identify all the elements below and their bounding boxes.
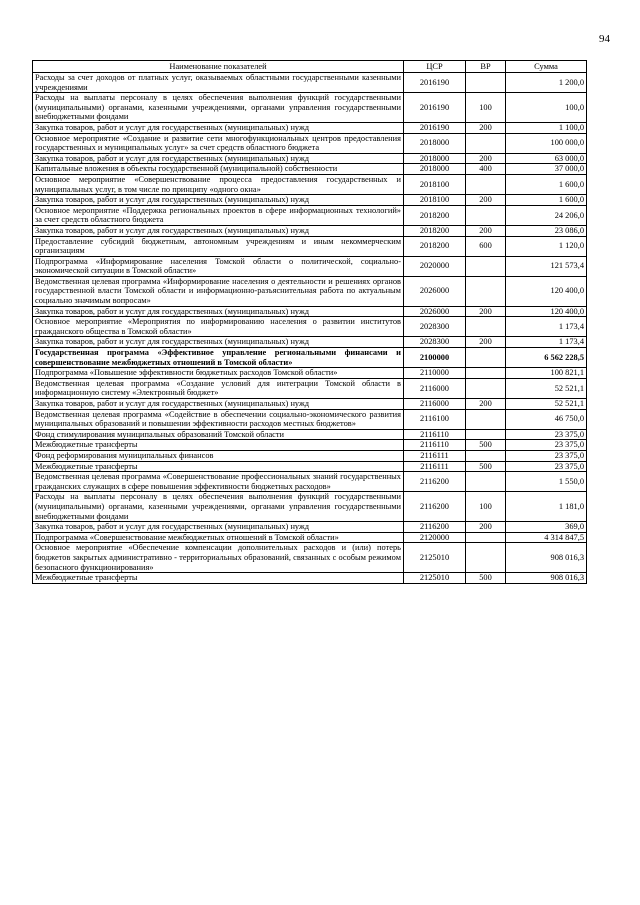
cell-vr: 200 bbox=[466, 195, 506, 206]
cell-sum: 37 000,0 bbox=[506, 164, 587, 175]
cell-name: Закупка товаров, работ и услуг для государственных (муниципальных) нужд bbox=[33, 225, 404, 236]
cell-sum: 100,0 bbox=[506, 93, 587, 123]
table-header-row bbox=[33, 61, 587, 73]
cell-vr: 200 bbox=[466, 306, 506, 317]
cell-sum: 4 314 847,5 bbox=[506, 532, 587, 543]
cell-csr: 2018200 bbox=[404, 236, 466, 256]
cell-sum: 52 521,1 bbox=[506, 378, 587, 398]
table-row bbox=[33, 532, 587, 543]
table-row bbox=[33, 205, 587, 225]
cell-sum: 1 120,0 bbox=[506, 236, 587, 256]
cell-csr: 2018000 bbox=[404, 153, 466, 164]
cell-vr: 100 bbox=[466, 492, 506, 522]
cell-csr: 2016190 bbox=[404, 122, 466, 133]
table-row bbox=[33, 368, 587, 379]
table-row bbox=[33, 399, 587, 410]
cell-name: Подпрограмма «Повышение эффективности бюджетных расходов Томской области» bbox=[33, 368, 404, 379]
table-row bbox=[33, 317, 587, 337]
cell-name: Ведомственная целевая программа «Совершенствование профессиональных знаний государственных гражданских служащих в сфере повышения эффективности бюджетных расходов» bbox=[33, 472, 404, 492]
table-row bbox=[33, 122, 587, 133]
cell-name: Закупка товаров, работ и услуг для государственных (муниципальных) нужд bbox=[33, 522, 404, 533]
cell-sum: 908 016,3 bbox=[506, 573, 587, 584]
cell-sum: 100 000,0 bbox=[506, 133, 587, 153]
cell-sum: 1 200,0 bbox=[506, 73, 587, 93]
cell-name: Закупка товаров, работ и услуг для государственных (муниципальных) нужд bbox=[33, 337, 404, 348]
cell-name: Расходы на выплаты персоналу в целях обеспечения выполнения функций государственными (муниципальными) органами, казенными учреждениями, органами управления государственными внебюджетными фондами bbox=[33, 492, 404, 522]
cell-sum: 908 016,3 bbox=[506, 543, 587, 573]
cell-csr: 2116110 bbox=[404, 440, 466, 451]
cell-vr: 200 bbox=[466, 337, 506, 348]
table-row bbox=[33, 337, 587, 348]
cell-sum: 1 600,0 bbox=[506, 195, 587, 206]
page-number: 94 bbox=[599, 33, 610, 45]
cell-vr: 500 bbox=[466, 573, 506, 584]
cell-csr: 2028300 bbox=[404, 337, 466, 348]
cell-name: Закупка товаров, работ и услуг для государственных (муниципальных) нужд bbox=[33, 399, 404, 410]
table-row bbox=[33, 133, 587, 153]
cell-sum: 6 562 228,5 bbox=[506, 348, 587, 368]
cell-vr: 200 bbox=[466, 522, 506, 533]
cell-vr: 500 bbox=[466, 461, 506, 472]
cell-sum: 121 573,4 bbox=[506, 256, 587, 276]
cell-sum: 1 181,0 bbox=[506, 492, 587, 522]
cell-vr bbox=[466, 348, 506, 368]
cell-csr: 2018000 bbox=[404, 164, 466, 175]
cell-csr: 2110000 bbox=[404, 368, 466, 379]
table-row bbox=[33, 543, 587, 573]
cell-sum: 100 821,1 bbox=[506, 368, 587, 379]
cell-csr: 2125010 bbox=[404, 573, 466, 584]
cell-csr: 2116110 bbox=[404, 429, 466, 440]
cell-csr: 2120000 bbox=[404, 532, 466, 543]
table-body bbox=[33, 73, 587, 584]
cell-csr: 2020000 bbox=[404, 256, 466, 276]
cell-sum: 52 521,1 bbox=[506, 399, 587, 410]
table-row bbox=[33, 164, 587, 175]
cell-name: Государственная программа «Эффективное управление региональными финансами и совершенствование межбюджетных отношений в Томской области» bbox=[33, 348, 404, 368]
header-csr: ЦСР bbox=[404, 61, 466, 73]
table-row bbox=[33, 429, 587, 440]
cell-sum: 23 375,0 bbox=[506, 429, 587, 440]
table-row bbox=[33, 174, 587, 194]
table-row bbox=[33, 73, 587, 93]
cell-name: Расходы на выплаты персоналу в целях обеспечения выполнения функций государственными (муниципальными) органами, казенными учреждениями, органами управления государственными внебюджетными фондами bbox=[33, 93, 404, 123]
cell-csr: 2018200 bbox=[404, 205, 466, 225]
cell-sum: 1 600,0 bbox=[506, 174, 587, 194]
cell-csr: 2018100 bbox=[404, 195, 466, 206]
cell-csr: 2100000 bbox=[404, 348, 466, 368]
cell-name: Ведомственная целевая программа «Информирование населения о деятельности и решениях органов государственной власти Томской области и информационно-разъяснительная работа по актуальным социально значимым вопросам» bbox=[33, 276, 404, 306]
cell-name: Ведомственная целевая программа «Содействие в обеспечении социально-экономического развития муниципальных образований и повышении эффективности расходов местных бюджетов» bbox=[33, 409, 404, 429]
cell-vr bbox=[466, 276, 506, 306]
cell-vr bbox=[466, 378, 506, 398]
cell-csr: 2116000 bbox=[404, 378, 466, 398]
cell-vr: 100 bbox=[466, 93, 506, 123]
cell-name: Закупка товаров, работ и услуг для государственных (муниципальных) нужд bbox=[33, 306, 404, 317]
table-row bbox=[33, 573, 587, 584]
cell-vr: 200 bbox=[466, 153, 506, 164]
cell-vr: 200 bbox=[466, 399, 506, 410]
cell-sum: 46 750,0 bbox=[506, 409, 587, 429]
table-row bbox=[33, 461, 587, 472]
cell-csr: 2116200 bbox=[404, 472, 466, 492]
cell-vr: 200 bbox=[466, 225, 506, 236]
cell-vr bbox=[466, 133, 506, 153]
table-row bbox=[33, 409, 587, 429]
table-row bbox=[33, 153, 587, 164]
cell-name: Подпрограмма «Совершенствование межбюджетных отношений в Томской области» bbox=[33, 532, 404, 543]
cell-sum: 23 375,0 bbox=[506, 461, 587, 472]
table-row bbox=[33, 492, 587, 522]
cell-csr: 2125010 bbox=[404, 543, 466, 573]
cell-csr: 2116200 bbox=[404, 492, 466, 522]
table-row bbox=[33, 522, 587, 533]
budget-table bbox=[32, 60, 587, 584]
header-sum: Сумма bbox=[506, 61, 587, 73]
cell-vr: 400 bbox=[466, 164, 506, 175]
cell-vr bbox=[466, 73, 506, 93]
cell-vr bbox=[466, 532, 506, 543]
cell-csr: 2016190 bbox=[404, 93, 466, 123]
table-row bbox=[33, 440, 587, 451]
cell-sum: 1 173,4 bbox=[506, 337, 587, 348]
cell-name: Основное мероприятие «Мероприятия по информированию населения о развитии институтов гражданского общества в Томской области» bbox=[33, 317, 404, 337]
cell-name: Закупка товаров, работ и услуг для государственных (муниципальных) нужд bbox=[33, 153, 404, 164]
table-row bbox=[33, 450, 587, 461]
table-row bbox=[33, 306, 587, 317]
cell-csr: 2018100 bbox=[404, 174, 466, 194]
cell-name: Закупка товаров, работ и услуг для государственных (муниципальных) нужд bbox=[33, 195, 404, 206]
cell-name: Фонд реформирования муниципальных финансов bbox=[33, 450, 404, 461]
cell-csr: 2026000 bbox=[404, 306, 466, 317]
cell-sum: 1 100,0 bbox=[506, 122, 587, 133]
cell-vr: 600 bbox=[466, 236, 506, 256]
cell-csr: 2016190 bbox=[404, 73, 466, 93]
cell-vr bbox=[466, 317, 506, 337]
cell-vr: 500 bbox=[466, 440, 506, 451]
cell-sum: 23 375,0 bbox=[506, 440, 587, 451]
cell-sum: 120 400,0 bbox=[506, 306, 587, 317]
cell-sum: 369,0 bbox=[506, 522, 587, 533]
cell-vr bbox=[466, 409, 506, 429]
cell-vr bbox=[466, 174, 506, 194]
cell-name: Расходы за счет доходов от платных услуг, оказываемых областными государственными казенными учреждениями bbox=[33, 73, 404, 93]
cell-csr: 2116100 bbox=[404, 409, 466, 429]
table-row bbox=[33, 236, 587, 256]
cell-csr: 2116000 bbox=[404, 399, 466, 410]
cell-name: Межбюджетные трансферты bbox=[33, 440, 404, 451]
cell-csr: 2116111 bbox=[404, 450, 466, 461]
cell-vr bbox=[466, 256, 506, 276]
cell-vr bbox=[466, 368, 506, 379]
cell-vr bbox=[466, 429, 506, 440]
cell-sum: 23 086,0 bbox=[506, 225, 587, 236]
cell-name: Основное мероприятие «Создание и развитие сети многофункциональных центров предоставления государственных и муниципальных услуг» за счет средств областного бюджета bbox=[33, 133, 404, 153]
header-vr: ВР bbox=[466, 61, 506, 73]
table-row bbox=[33, 378, 587, 398]
cell-vr bbox=[466, 543, 506, 573]
cell-csr: 2028300 bbox=[404, 317, 466, 337]
table-row bbox=[33, 225, 587, 236]
cell-name: Подпрограмма «Информирование населения Томской области о политической, социально-экономической ситуации в Томской области» bbox=[33, 256, 404, 276]
cell-name: Фонд стимулирования муниципальных образований Томской области bbox=[33, 429, 404, 440]
cell-name: Основное мероприятие «Поддержка региональных проектов в сфере информационных технологий» за счет средств областного бюджета bbox=[33, 205, 404, 225]
cell-csr: 2116111 bbox=[404, 461, 466, 472]
cell-name: Межбюджетные трансферты bbox=[33, 573, 404, 584]
cell-name: Межбюджетные трансферты bbox=[33, 461, 404, 472]
cell-name: Основное мероприятие «Совершенствование процесса предоставления государственных и муниципальных услуг, в том числе по принципу «одного окна» bbox=[33, 174, 404, 194]
table-row bbox=[33, 276, 587, 306]
cell-sum: 120 400,0 bbox=[506, 276, 587, 306]
header-name: Наименование показателей bbox=[33, 61, 404, 73]
cell-sum: 23 375,0 bbox=[506, 450, 587, 461]
cell-sum: 63 000,0 bbox=[506, 153, 587, 164]
cell-csr: 2026000 bbox=[404, 276, 466, 306]
cell-name: Основное мероприятие «Обеспечение компенсации дополнительных расходов и (или) потерь бюджетов закрытых административно - территориальных образований, связанных с особым режимом безопасного функционирования» bbox=[33, 543, 404, 573]
cell-vr: 200 bbox=[466, 122, 506, 133]
cell-csr: 2018200 bbox=[404, 225, 466, 236]
cell-vr bbox=[466, 472, 506, 492]
cell-name: Закупка товаров, работ и услуг для государственных (муниципальных) нужд bbox=[33, 122, 404, 133]
cell-vr bbox=[466, 205, 506, 225]
cell-sum: 1 550,0 bbox=[506, 472, 587, 492]
cell-sum: 1 173,4 bbox=[506, 317, 587, 337]
cell-name: Предоставление субсидий бюджетным, автономным учреждениям и иным некоммерческим организациям bbox=[33, 236, 404, 256]
table-row bbox=[33, 93, 587, 123]
cell-csr: 2018000 bbox=[404, 133, 466, 153]
cell-name: Капитальные вложения в объекты государственной (муниципальной) собственности bbox=[33, 164, 404, 175]
table-row bbox=[33, 472, 587, 492]
cell-vr bbox=[466, 450, 506, 461]
cell-name: Ведомственная целевая программа «Создание условий для интеграции Томской области в информационную систему «Электронный бюджет» bbox=[33, 378, 404, 398]
table-row bbox=[33, 256, 587, 276]
table-row bbox=[33, 348, 587, 368]
table-row bbox=[33, 195, 587, 206]
cell-sum: 24 206,0 bbox=[506, 205, 587, 225]
cell-csr: 2116200 bbox=[404, 522, 466, 533]
